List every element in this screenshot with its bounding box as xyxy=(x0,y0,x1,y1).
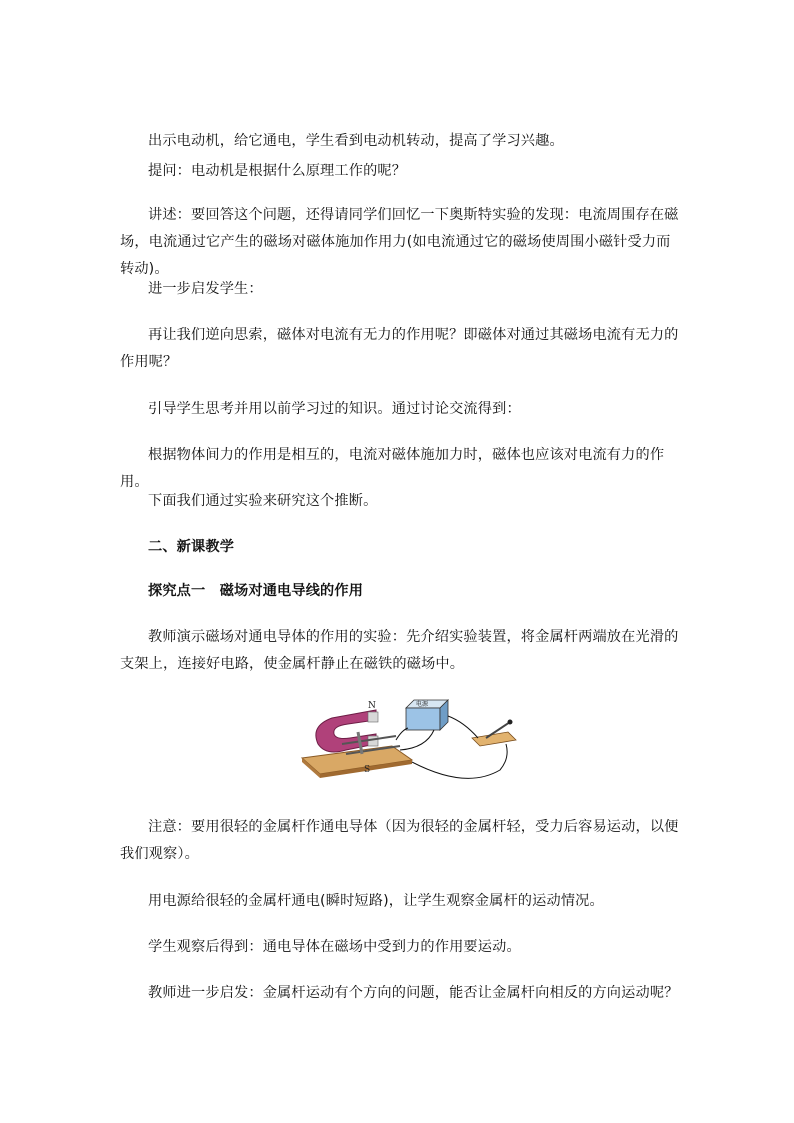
paragraph: 进一步启发学生： xyxy=(148,281,263,297)
subsection-heading: 探究点一 磁场对通电导线的作用 xyxy=(148,583,364,599)
wire xyxy=(400,730,434,750)
section-heading: 二、新课教学 xyxy=(148,539,235,555)
paragraph: 提问：电动机是根据什么原理工作的呢？ xyxy=(148,163,407,179)
wire xyxy=(412,744,507,778)
switch-knob xyxy=(508,720,513,725)
paragraph: 注意：要用很轻的金属杆作通电导体（因为很轻的金属杆轻，受力后容易运动，以便我们观察）。 xyxy=(120,819,679,862)
horseshoe-magnet xyxy=(316,710,376,752)
paragraph: 引导学生思考并用以前学习过的知识。通过讨论交流得到： xyxy=(148,401,521,417)
paragraph: 再让我们逆向思索，磁体对电流有无力的作用呢？即磁体对通过其磁场电流有无力的作用呢？ xyxy=(120,327,679,370)
paragraph: 下面我们通过实验来研究这个推断。 xyxy=(148,493,378,509)
paragraph: 讲述：要回答这个问题，还得请同学们回忆一下奥斯特实验的发现：电流周围存在磁场，电流通过它产生的磁场对磁体施加作用力(如电流通过它的磁场使周围小磁针受力而转动)。 xyxy=(120,207,679,277)
magnet-pole-s xyxy=(368,736,378,746)
paragraph: 学生观察后得到：通电导体在磁场中受到力的作用要运动。 xyxy=(148,939,521,955)
experiment-apparatus-figure xyxy=(296,696,524,780)
switch-base xyxy=(472,732,516,746)
paragraph: 根据物体间力的作用是相互的，电流对磁体施加力时，磁体也应该对电流有力的作用。 xyxy=(120,447,665,490)
pole-label-s: S xyxy=(364,765,371,775)
paragraph: 教师演示磁场对通电导体的作用的实验：先介绍实验装置，将金属杆两端放在光滑的支架上，连接好电路，使金属杆静止在磁铁的磁场中。 xyxy=(120,629,679,672)
paragraph: 用电源给很轻的金属杆通电(瞬时短路)，让学生观察金属杆的运动情况。 xyxy=(148,893,604,909)
paragraph: 出示电动机，给它通电，学生看到电动机转动，提高了学习兴趣。 xyxy=(148,133,564,149)
pole-label-n: N xyxy=(368,701,376,711)
wire xyxy=(448,716,478,738)
power-label: 电源 xyxy=(416,701,429,708)
power-supply xyxy=(406,708,440,730)
paragraph: 教师进一步启发：金属杆运动有个方向的问题，能否让金属杆向相反的方向运动呢？ xyxy=(148,985,679,1001)
magnet-pole-n xyxy=(368,712,378,722)
